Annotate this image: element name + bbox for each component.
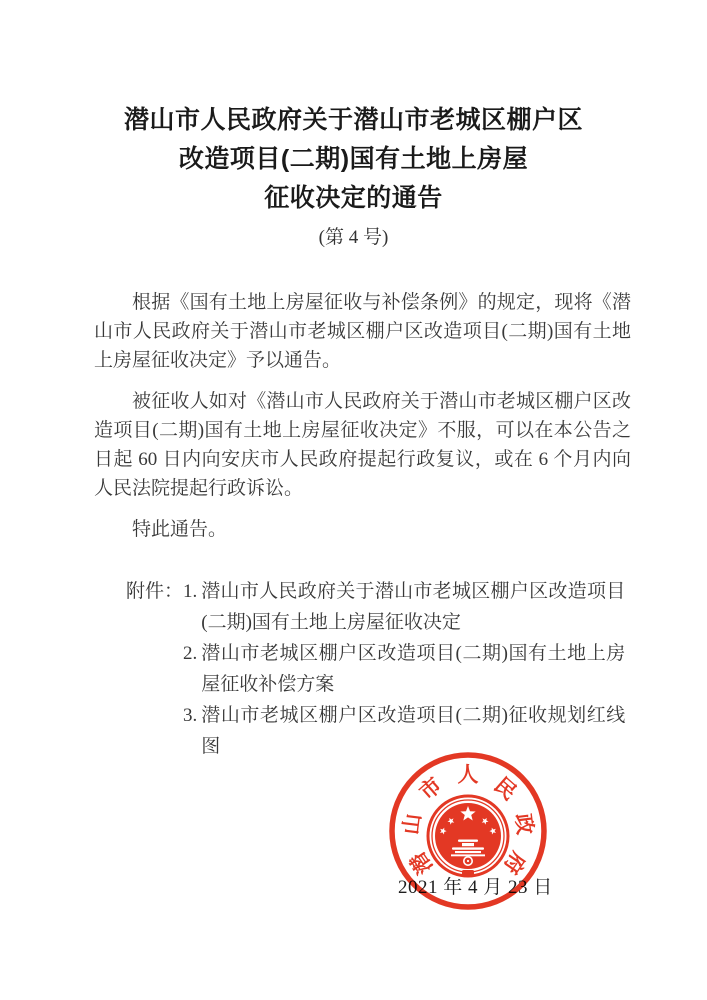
attachment-number: 2. xyxy=(183,643,198,664)
issue-date: 2021 年 4 月 23 日 xyxy=(398,877,553,898)
attachments-section xyxy=(126,576,632,762)
official-seal xyxy=(388,751,548,911)
seal-char: 政 xyxy=(510,812,537,836)
paragraph-remedies: 被征收人如对《潜山市人民政府关于潜山市老城区棚户区改造项目(二期)国有土地上房屋征收决定》不服，可以在本公告之日起 60 日内向安庆市人民政府提起行政复议，或在 6 个月内向人民法院提起行政诉讼。 xyxy=(94,391,631,499)
seal-char: 府 xyxy=(498,847,530,878)
attachments-label: 附件： xyxy=(126,581,184,602)
national-emblem-icon xyxy=(428,796,508,876)
title-line-3: 征收决定的通告 xyxy=(264,184,443,212)
seal-char: 市 xyxy=(415,773,447,805)
seal-char: 潜 xyxy=(406,847,438,878)
attachment-item xyxy=(183,576,625,638)
notice-title xyxy=(0,101,707,218)
attachment-item xyxy=(183,638,625,700)
seal-char: 人 xyxy=(457,763,479,787)
attachment-text: 潜山市老城区棚户区改造项目(二期)征收规划红线图 xyxy=(201,705,626,757)
notice-body xyxy=(94,288,631,556)
attachment-text: 潜山市老城区棚户区改造项目(二期)国有土地上房屋征收补偿方案 xyxy=(201,643,626,695)
paragraph-closing: 特此通告。 xyxy=(132,519,228,540)
doc-number: (第 4 号) xyxy=(318,227,389,248)
attachment-number: 3. xyxy=(183,705,198,726)
seal-char: 山 xyxy=(399,812,426,836)
paragraph-basis: 根据《国有土地上房屋征收与补偿条例》的规定，现将《潜山市人民政府关于潜山市老城区棚户区改造项目(二期)国有土地上房屋征收决定》予以通告。 xyxy=(94,292,631,371)
attachment-text: 潜山市人民政府关于潜山市老城区棚户区改造项目(二期)国有土地上房屋征收决定 xyxy=(201,581,626,633)
title-line-1: 潜山市人民政府关于潜山市老城区棚户区 xyxy=(123,106,583,134)
attachment-number: 1. xyxy=(183,581,198,602)
attachments-list xyxy=(183,576,625,762)
seal-char: 民 xyxy=(489,773,521,805)
title-line-2: 改造项目(二期)国有土地上房屋 xyxy=(178,145,529,173)
